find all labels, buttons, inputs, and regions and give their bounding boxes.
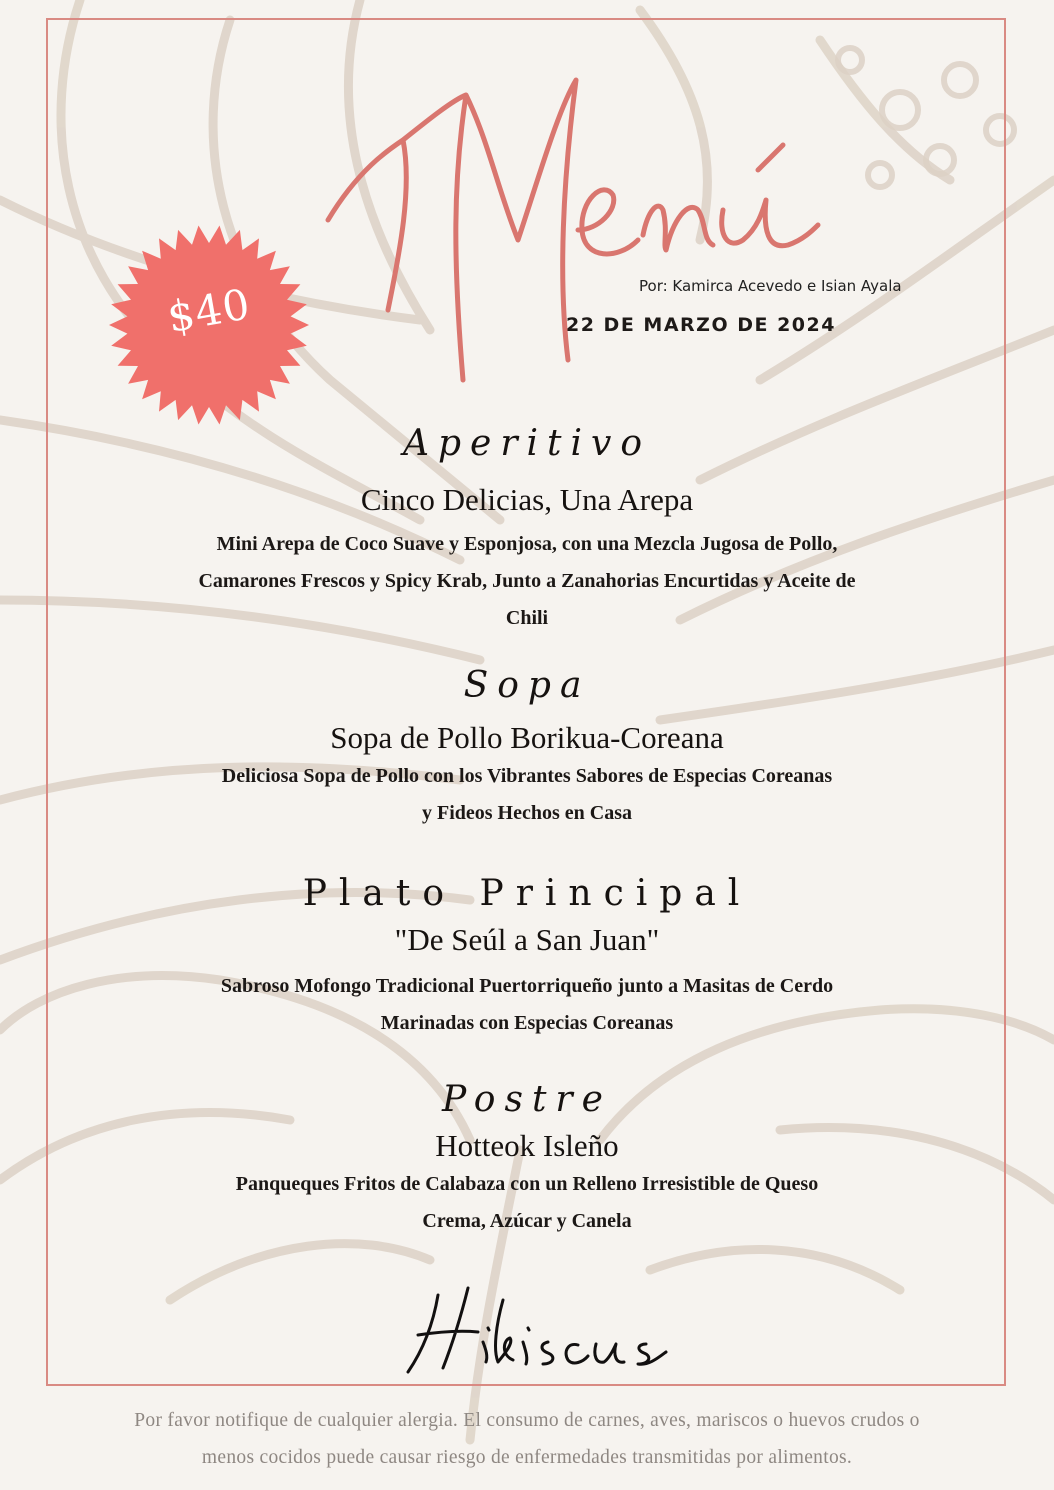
disclaimer-line: menos cocidos puede causar riesgo de enfermedades transmitidas por alimentos. (201, 1447, 853, 1468)
course-heading: Sopa (463, 665, 591, 706)
dish-description-line: Marinadas con Especias Coreanas (380, 1012, 674, 1034)
hibiscus-signature-logo (398, 1280, 668, 1380)
event-date: 22 DE MARZO DE 2024 (566, 314, 836, 336)
course-aperitivo (100, 422, 954, 637)
dish-name: Sopa de Pollo Borikua-Coreana (330, 720, 724, 755)
course-heading: Plato Principal (302, 873, 752, 914)
author-byline: Por: Kamirca Acevedo e Isian Ayala (639, 277, 902, 295)
course-postre (100, 1078, 954, 1240)
dish-name: Cinco Delicias, Una Arepa (360, 482, 694, 517)
dish-name: "De Seúl a San Juan" (394, 922, 660, 957)
dish-description-line: Camarones Frescos y Spicy Krab, Junto a Zanahorias Encurtidas y Aceite de (198, 570, 856, 592)
dish-description-line: Deliciosa Sopa de Pollo con los Vibrantes Sabores de Especias Coreanas (221, 765, 833, 787)
course-sopa (100, 664, 954, 832)
dish-description-line: Mini Arepa de Coco Suave y Esponjosa, con una Mezcla Jugosa de Pollo, (216, 533, 838, 555)
dish-description-line: y Fideos Hechos en Casa (422, 802, 632, 824)
menu-title-script (318, 60, 838, 390)
dish-description-line: Panqueques Fritos de Calabaza con un Relleno Irresistible de Queso (235, 1173, 819, 1195)
dish-name: Hotteok Isleño (435, 1128, 619, 1163)
course-heading: Postre (442, 1079, 612, 1120)
course-heading: Aperitivo (402, 423, 652, 464)
dish-description-line: Sabroso Mofongo Tradicional Puertorriqueño junto a Masitas de Cerdo (220, 975, 834, 997)
allergy-disclaimer (20, 1402, 1034, 1476)
course-plato-principal (100, 872, 954, 1042)
dish-description-line: Crema, Azúcar y Canela (422, 1210, 632, 1232)
dish-description-line: Chili (505, 607, 549, 629)
disclaimer-line: Por favor notifique de cualquier alergia. El consumo de carnes, aves, mariscos o huevos crudos o (134, 1410, 920, 1431)
price-label: $40 (163, 279, 255, 342)
